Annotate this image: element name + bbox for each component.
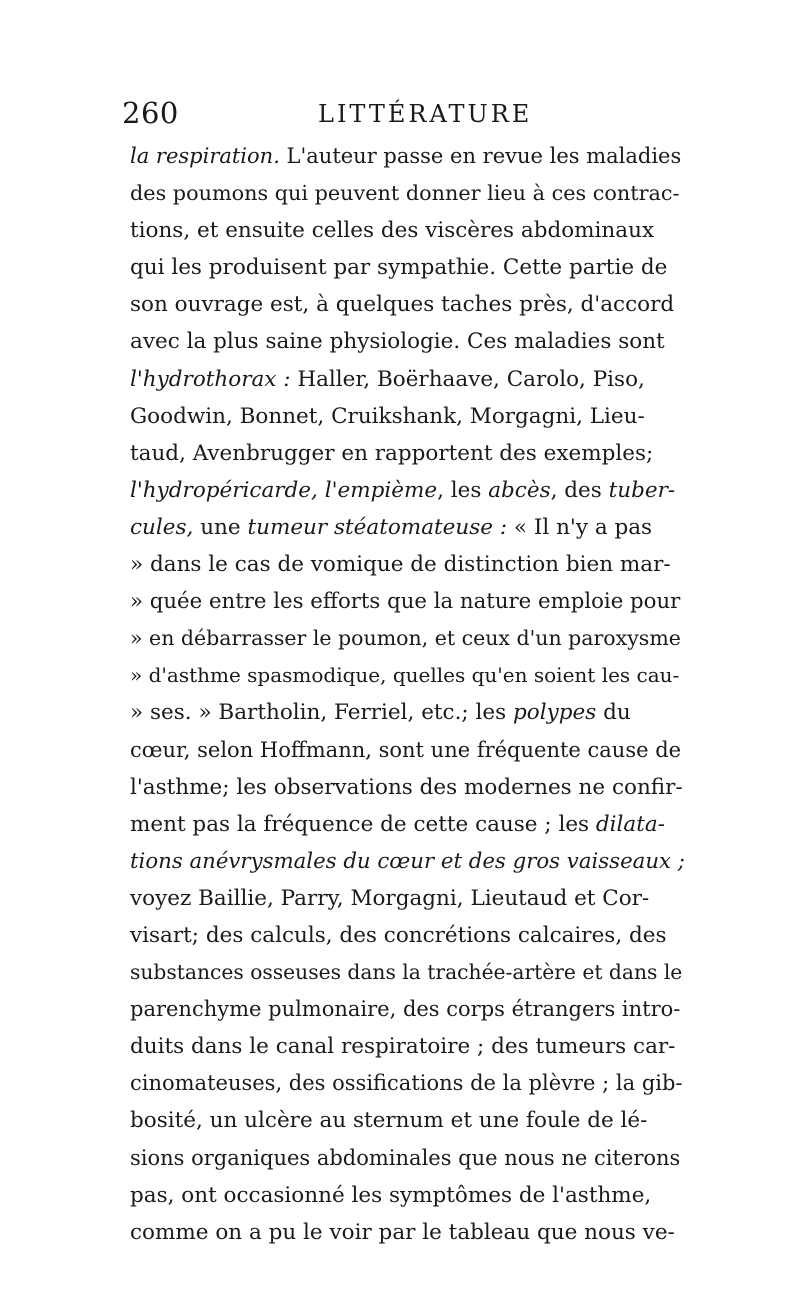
text-line [130, 843, 685, 880]
text-line [130, 138, 685, 175]
text-segment: cœur, selon Hoffmann, sont une fréquente cause de [130, 737, 682, 762]
text-segment: voyez Baillie, Parry, Morgagni, Lieutaud et Cor- [130, 885, 650, 911]
italic-segment: dilata- [595, 811, 665, 837]
text-segment: qui les produisent par sympathie. Cette partie de [130, 255, 668, 281]
text-segment: » dans le cas de vomique de distinction bien mar- [130, 552, 671, 578]
text-segment: sions organiques abdominales que nous ne citerons [130, 1145, 681, 1170]
text-line [130, 472, 685, 509]
text-line [130, 880, 685, 917]
text-segment: comme on a pu le voir par le tableau que nous ve- [130, 1219, 675, 1245]
text-line [130, 1028, 685, 1065]
text-line [130, 249, 685, 286]
body-text [130, 138, 685, 1251]
italic-segment: la respiration. [130, 144, 280, 168]
italic-segment: tumeur stéatomateuse : [247, 514, 508, 540]
page-header [120, 96, 680, 136]
text-line [130, 694, 685, 731]
italic-segment: tuber- [608, 477, 676, 503]
text-segment: » quée entre les efforts que la nature emploie pour [130, 589, 681, 615]
text-line [130, 657, 685, 694]
italic-segment: abcès [488, 477, 551, 503]
text-line [130, 732, 685, 769]
text-segment: » en débarrasser le poumon, et ceux d'un paroxysme [130, 626, 681, 651]
text-line [130, 398, 685, 435]
page-number: 260 [122, 96, 179, 130]
text-segment: des poumons qui peuvent donner lieu à ces contrac- [130, 181, 680, 206]
text-segment: l'asthme; les observations des modernes ne confir- [130, 774, 683, 800]
text-line [130, 1065, 685, 1102]
text-segment: » ses. » Bartholin, Ferriel, etc.; les [130, 700, 513, 726]
text-line [130, 286, 685, 323]
text-line [130, 361, 685, 398]
text-segment: duits dans le canal respiratoire ; des tumeurs car- [130, 1034, 676, 1060]
text-line [130, 917, 685, 954]
text-line [130, 1214, 685, 1251]
text-line [130, 546, 685, 583]
text-line [130, 806, 685, 843]
text-line [130, 620, 685, 657]
text-segment: , les [437, 477, 489, 503]
text-segment: pas, ont occasionné les symptômes de l'asthme, [130, 1182, 652, 1208]
italic-segment: l'hydrothorax : [130, 366, 291, 392]
text-segment: parenchyme pulmonaire, des corps étrangers intro- [130, 997, 681, 1022]
text-line [130, 212, 685, 249]
text-segment: visart; des calculs, des concrétions calcaires, des [130, 922, 667, 948]
text-line [130, 583, 685, 620]
text-segment: » d'asthme spasmodique, quelles qu'en soient les cau- [130, 663, 680, 688]
text-line [130, 435, 685, 472]
text-line [130, 1102, 685, 1139]
italic-segment: l'hydropéricarde, l'empième [130, 477, 438, 503]
text-line [130, 769, 685, 806]
text-line [130, 991, 685, 1028]
text-segment: substances osseuses dans la trachée-artère et dans le [130, 960, 683, 985]
text-line [130, 1177, 685, 1214]
italic-segment: polypes [512, 700, 597, 726]
text-segment: taud, Avenbrugger en rapportent des exemples; [130, 440, 654, 466]
text-segment: Haller, Boërhaave, Carolo, Piso, [290, 366, 645, 392]
text-segment: avec la plus saine physiologie. Ces maladies sont [130, 329, 665, 355]
text-segment: , des [550, 477, 609, 503]
text-segment: son ouvrage est, à quelques taches près, d'accord [130, 292, 675, 318]
text-line [130, 175, 685, 212]
text-line [130, 1140, 685, 1177]
text-line [130, 323, 685, 360]
text-segment: L'auteur passe en revue les maladies [279, 144, 682, 168]
running-head: LITTÉRATURE [318, 100, 533, 128]
text-segment: bosité, un ulcère au sternum et une foule de lé- [130, 1108, 648, 1134]
text-segment: du [596, 700, 631, 726]
text-segment: « Il n'y a pas [507, 514, 653, 540]
italic-segment: cules, [130, 514, 194, 540]
text-segment: cinomateuses, des ossifications de la plèvre ; la gib- [130, 1071, 683, 1096]
text-segment: ment pas la fréquence de cette cause ; les [130, 811, 596, 837]
italic-segment: tions anévrysmales du cœur et des gros vaisseaux ; [130, 848, 685, 874]
text-segment: tions, et ensuite celles des viscères abdominaux [130, 218, 655, 244]
text-line [130, 954, 685, 991]
text-segment: une [193, 514, 248, 540]
text-segment: Goodwin, Bonnet, Cruikshank, Morgagni, Lieu- [130, 403, 645, 429]
text-line [130, 509, 685, 546]
